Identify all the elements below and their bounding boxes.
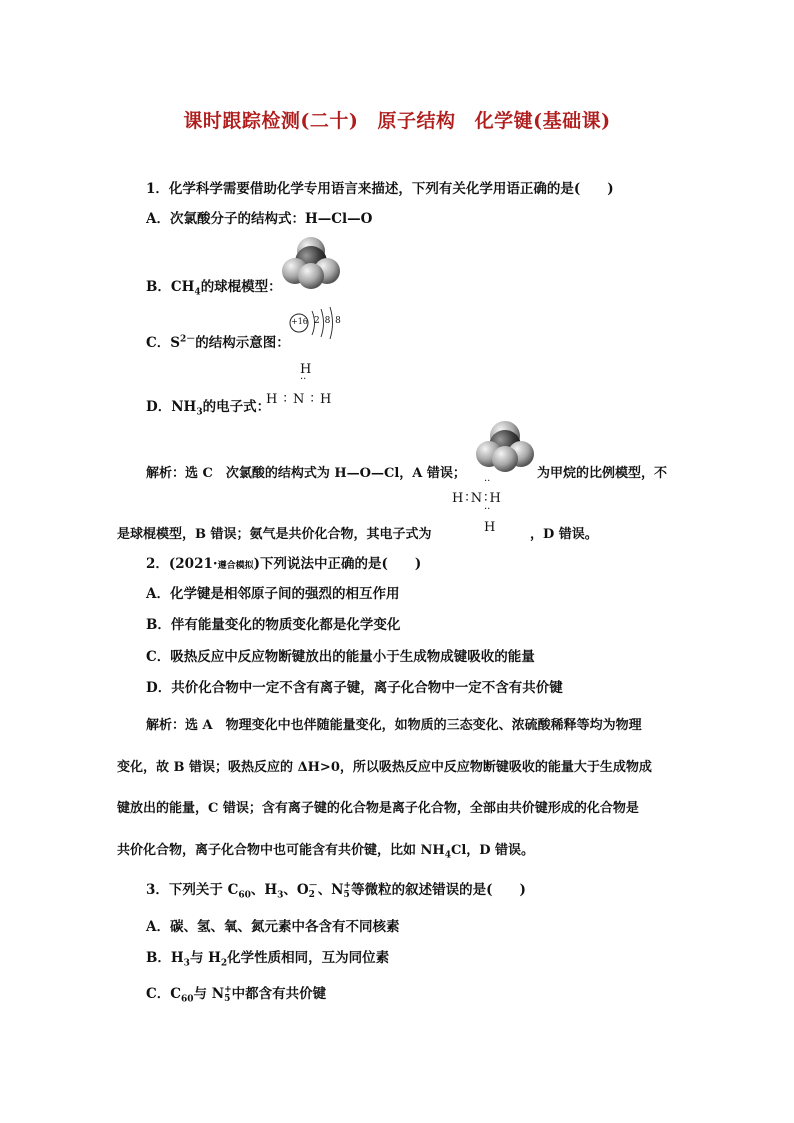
q2-analysis-line3: 键放出的能量，C 错误；含有离子键的化合物是离子化合物，全部由共价键形成的化合物是	[117, 801, 639, 816]
title-part2: 原子结构	[377, 110, 456, 132]
question-1-stem: 1．化学科学需要借助化学专用语言来描述，下列有关化学用语正确的是( )	[146, 181, 614, 197]
q2-analysis-line2: 变化，故 B 错误；吸热反应的 ΔH>0，所以吸热反应中反应物断键吸收的能量大于生成物成	[117, 760, 652, 775]
q2-option-d: D．共价化合物中一定不含有离子键，离子化合物中一定不含有共价键	[146, 680, 563, 696]
nh3-electron-formula: H ·· H ∶ N ∶ H	[266, 362, 333, 407]
q1-option-c: C．$S^{2-}$的结构示意图：	[146, 334, 290, 351]
q2-option-b: B．伴有能量变化的物质变化都是化学变化	[146, 617, 401, 633]
shell-electrons: 2 8 8	[314, 316, 342, 326]
q1-analysis-line2a: 是球棍模型，B 错误；氨气是共价化合物，其电子式为	[117, 527, 432, 542]
q2-analysis-line1: 解析：选 A 物理变化中也伴随能量变化，如物质的三态变化、浓硫酸稀释等均为物理	[146, 718, 642, 733]
q1-option-a: A．次氯酸分子的结构式：H—Cl—O	[146, 211, 373, 227]
page-title	[0, 106, 794, 133]
q2-analysis-line4: 共价化合物，离子化合物中也可能含有共价键，比如 $NH_4Cl$，D 错误。	[117, 843, 535, 861]
ch4-ball-stick-model-image	[278, 234, 344, 290]
q3-option-c: C．$C_{60}$与 N + 5 中都含有共价键	[146, 984, 327, 1005]
q3-option-b: B．$H_3$与 $H_2$化学性质相同，互为同位素	[146, 950, 390, 969]
q2-option-c: C．吸热反应中反应物断键放出的能量小于生成物成键吸收的能量	[146, 649, 535, 665]
question-3-stem: 3．下列关于 $C_{60}$、$H_3$、O － 2 、N + 5 等微粒的叙述错误的是( )	[146, 880, 526, 901]
q3-option-a: A．碳、氢、氧、氮元素中各含有不同核素	[146, 919, 400, 935]
title-main: 课时跟踪检测(二十)	[183, 110, 359, 132]
nh3-electron-formula-analysis: ·· H∶N∶H ·· H	[452, 476, 503, 535]
q1-analysis-line1a: 解析：选 C 次氯酸的结构式为 H—O—Cl，A 错误；	[146, 466, 466, 481]
q1-analysis-line2b: ，D 错误。	[530, 527, 598, 542]
title-part3: 化学键(基础课)	[474, 110, 611, 132]
q1-analysis-line1b: 为甲烷的比例模型，不	[537, 466, 668, 481]
q2-option-a: A．化学键是相邻原子间的强烈的相互作用	[146, 586, 400, 602]
q1-option-d: D．$NH_3$的电子式：	[146, 399, 271, 418]
nucleus-charge: +16	[291, 317, 308, 326]
s2-ion-structure-diagram	[288, 303, 348, 343]
q1-option-b: B．$CH_4$的球棍模型：	[146, 279, 282, 298]
question-2-stem: 2．(2021·遵合模拟)下列说法中正确的是( )	[146, 556, 422, 572]
methane-space-filling-model-image	[474, 418, 536, 472]
